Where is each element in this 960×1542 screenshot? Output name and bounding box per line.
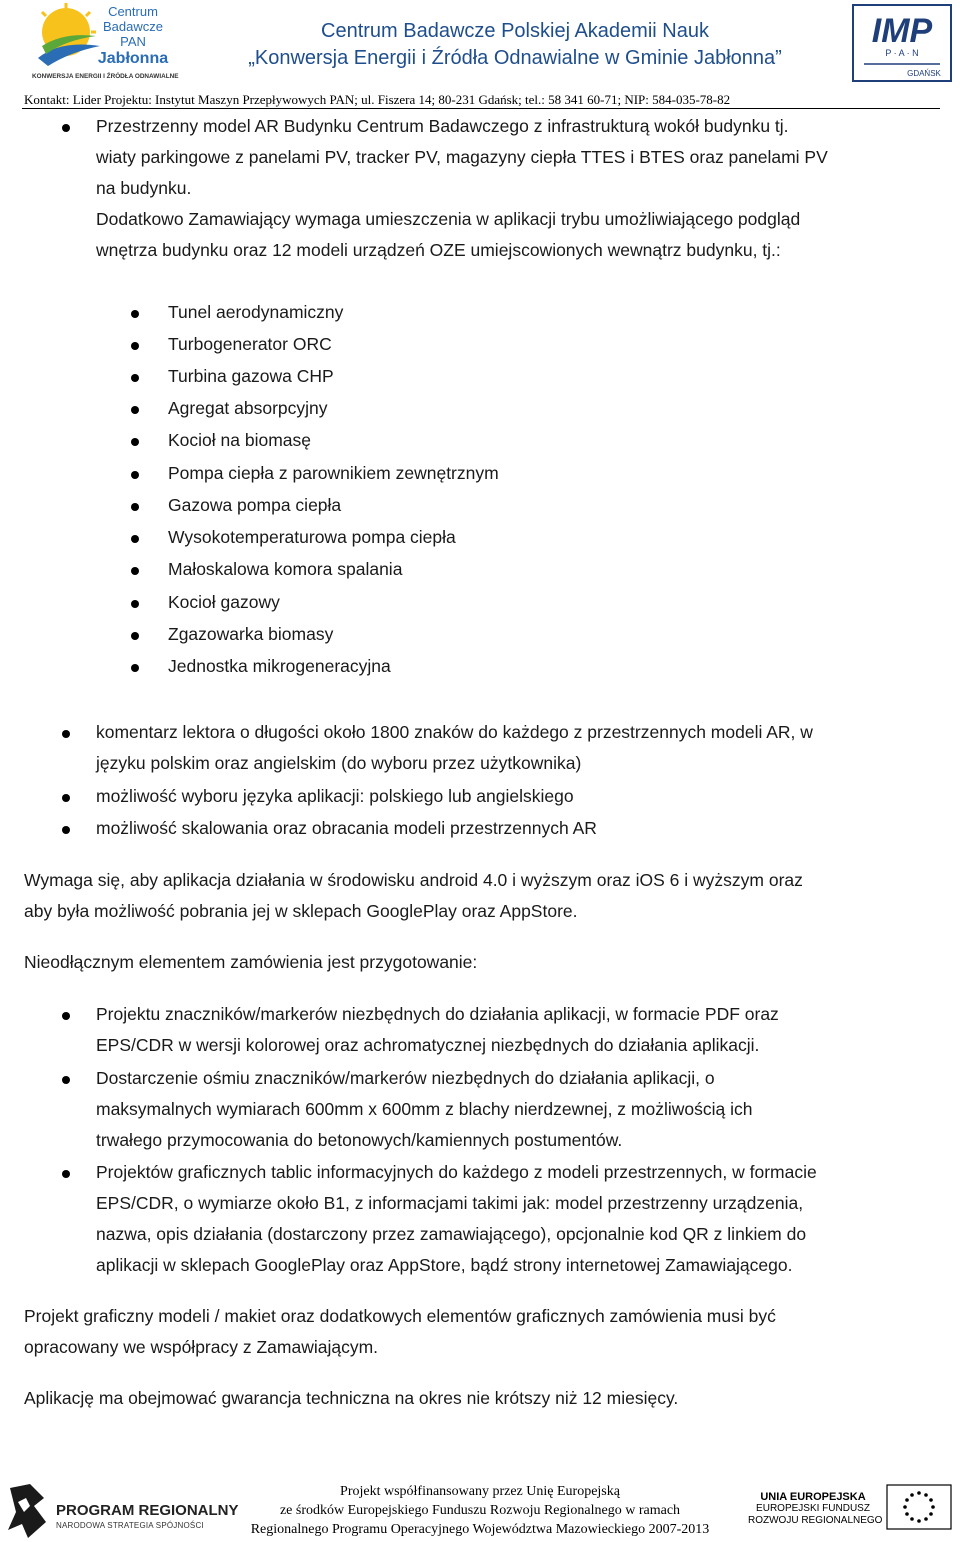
prep-line: maksymalnych wymiarach 600mm x 600mm z blachy nierdzewnej, z możliwością ich	[96, 1099, 753, 1119]
intro-line-5: wnętrza budynku oraz 12 modeli urządzeń OZE umiejscowionych wewnątrz budynku, tj.:	[96, 240, 781, 260]
requirement-line: Wymaga się, aby aplikacja działania w środowisku android 4.0 i wyższym oraz iOS 6 i wyższym oraz	[24, 870, 803, 890]
device-label: Agregat absorpcyjny	[168, 398, 328, 418]
project-title	[200, 18, 830, 72]
bullet-dot-icon	[131, 406, 139, 414]
device-label: Wysokotemperaturowa pompa ciepła	[168, 527, 456, 547]
bullet-dot-icon	[62, 1076, 70, 1084]
program-label: PROGRAM REGIONALNY	[56, 1502, 239, 1519]
prep-heading: Nieodłącznym elementem zamówienia jest przygotowanie:	[24, 952, 478, 972]
prep-line: aplikacji w sklepach GooglePlay oraz AppStore, bądź strony internetowej Zamawiającego.	[96, 1255, 793, 1275]
title-project: „Konwersja Energii i Źródła Odnawialne w Gminie Jabłonna”	[248, 47, 782, 69]
program-regionalny-logo	[4, 1484, 50, 1540]
cofinance-line: Regionalnego Programu Operacyjnego Województwa Mazowieckiego 2007-2013	[250, 1522, 710, 1537]
bullet-dot-icon	[62, 730, 70, 738]
device-label: Zgazowarka biomasy	[168, 624, 334, 644]
research-center-logo	[30, 2, 200, 82]
bullet-dot-icon	[131, 471, 139, 479]
device-label: Turbina gazowa CHP	[168, 366, 334, 386]
imp-pan-logo	[852, 4, 952, 82]
graphic-project-line: opracowany we współpracy z Zamawiającym.	[24, 1337, 379, 1357]
requirement-line: aby była możliwość pobrania jej w sklepach GooglePlay oraz AppStore.	[24, 901, 578, 921]
prep-line: nazwa, opis działania (dostarczony przez zamawiającego), opcjonalnie kod QR z linkiem do	[96, 1224, 807, 1244]
device-label: Kocioł gazowy	[168, 592, 280, 612]
bullet-dot-icon	[62, 124, 70, 132]
bullet-dot-icon	[131, 600, 139, 608]
svg-text:Badawcze: Badawcze	[103, 19, 163, 34]
feature-line: języku polskim oraz angielskim (do wyboru przez użytkownika)	[96, 753, 582, 773]
bullet-dot-icon	[62, 1012, 70, 1020]
prep-line: Dostarczenie ośmiu znaczników/markerów niezbędnych do działania aplikacji, o	[96, 1068, 715, 1088]
cofinance-line: Projekt współfinansowany przez Unię Europejską	[340, 1484, 620, 1499]
prep-line: Projektów graficznych tablic informacyjnych do każdego z modeli przestrzennych, w formacie	[96, 1162, 817, 1182]
title-institution: Centrum Badawcze Polskiej Akademii Nauk	[321, 20, 709, 42]
device-label: Kocioł na biomasę	[168, 430, 311, 450]
graphic-project-line: Projekt graficzny modeli / makiet oraz dodatkowych elementów graficznych zamówienia musi być	[24, 1306, 776, 1326]
eu-flag-icon	[886, 1484, 952, 1530]
bullet-dot-icon	[62, 826, 70, 834]
svg-text:Jabłonna: Jabłonna	[97, 50, 169, 67]
bullet-dot-icon	[131, 567, 139, 575]
bullet-dot-icon	[131, 438, 139, 446]
device-label: Jednostka mikrogeneracyjna	[168, 656, 391, 676]
svg-text:KONWERSJA ENERGII I ŹRÓDŁA ODN: KONWERSJA ENERGII I ŹRÓDŁA ODNAWIALNE	[32, 73, 179, 80]
feature-line: możliwość wyboru języka aplikacji: polskiego lub angielskiego	[96, 786, 574, 806]
eu-line: EUROPEJSKI FUNDUSZ	[756, 1503, 870, 1514]
bullet-dot-icon	[131, 374, 139, 382]
intro-line-1: Przestrzenny model AR Budynku Centrum Badawczego z infrastrukturą wokół budynku tj.	[96, 116, 789, 136]
bullet-dot-icon	[131, 503, 139, 511]
bullet-dot-icon	[62, 794, 70, 802]
header-divider	[22, 108, 940, 109]
cofinance-text	[230, 1482, 730, 1539]
svg-text:IMP: IMP	[871, 12, 933, 50]
prep-line: EPS/CDR w wersji kolorowej oraz achromatycznej niezbędnych do działania aplikacji.	[96, 1035, 760, 1055]
device-label: Tunel aerodynamiczny	[168, 302, 344, 322]
bullet-dot-icon	[131, 342, 139, 350]
contact-line: Kontakt: Lider Projektu: Instytut Maszyn Przepływowych PAN; ul. Fiszera 14; 80-231 Gdańsk; tel.: 58 341 60-71; NIP: 584-035-78-82	[24, 92, 731, 107]
eu-line: UNIA EUROPEJSKA	[760, 1491, 866, 1503]
svg-text:P · A · N: P · A · N	[885, 48, 919, 58]
svg-text:PAN: PAN	[120, 34, 146, 49]
device-label: Gazowa pompa ciepła	[168, 495, 342, 515]
eu-fund-text	[748, 1491, 883, 1527]
intro-line-2: wiaty parkingowe z panelami PV, tracker PV, magazyny ciepła TTES i BTES oraz panelami PV	[96, 147, 828, 167]
eu-line: ROZWOJU REGIONALNEGO	[748, 1515, 883, 1526]
svg-text:Centrum: Centrum	[108, 4, 158, 19]
page-header	[0, 0, 960, 110]
prep-line: EPS/CDR, o wymiarze około B1, z informacjami takimi jak: model przestrzenny urządzenia,	[96, 1193, 804, 1213]
feature-line: możliwość skalowania oraz obracania modeli przestrzennych AR	[96, 818, 597, 838]
page-footer	[0, 1470, 960, 1542]
bullet-dot-icon	[131, 664, 139, 672]
feature-line: komentarz lektora o długości około 1800 znaków do każdego z przestrzennych modeli AR, w	[96, 722, 813, 742]
intro-line-4: Dodatkowo Zamawiający wymaga umieszczenia w aplikacji trybu umożliwiającego podgląd	[96, 209, 801, 229]
bullet-dot-icon	[131, 632, 139, 640]
device-label: Turbogenerator ORC	[168, 334, 332, 354]
bullet-dot-icon	[62, 1170, 70, 1178]
cofinance-line: ze środków Europejskiego Funduszu Rozwoju Regionalnego w ramach	[279, 1503, 681, 1518]
bullet-dot-icon	[131, 310, 139, 318]
prep-line: Projektu znaczników/markerów niezbędnych do działania aplikacji, w formacie PDF oraz	[96, 1004, 779, 1024]
svg-text:GDAŃSK: GDAŃSK	[907, 69, 941, 78]
bullet-dot-icon	[131, 535, 139, 543]
warranty-paragraph: Aplikację ma obejmować gwarancja techniczna na okres nie krótszy niż 12 miesięcy.	[24, 1388, 679, 1408]
intro-line-3: na budynku.	[96, 178, 192, 198]
device-label: Małoskalowa komora spalania	[168, 559, 403, 579]
device-label: Pompa ciepła z parownikiem zewnętrznym	[168, 463, 499, 483]
prep-line: trwałego przymocowania do betonowych/kamiennych postumentów.	[96, 1130, 623, 1150]
program-sub: NARODOWA STRATEGIA SPÓJNOŚCI	[56, 1521, 204, 1530]
